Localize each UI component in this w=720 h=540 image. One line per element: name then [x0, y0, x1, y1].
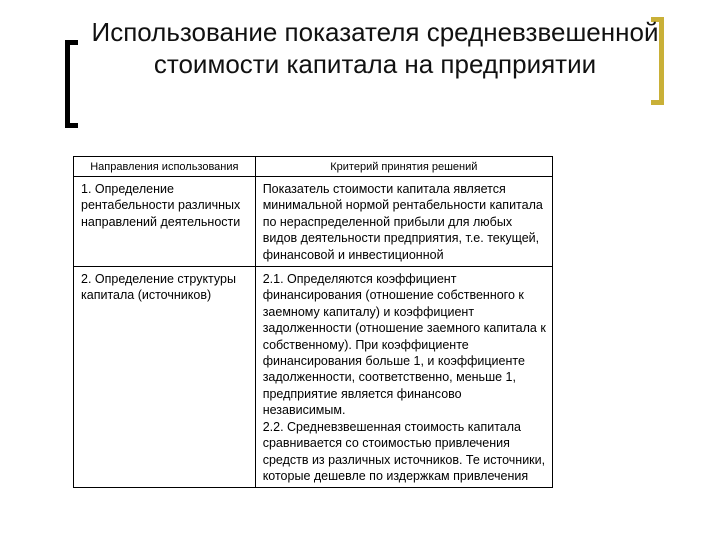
slide-title: Использование показателя средневзвешенной стоимости капитала на предприятии: [91, 17, 659, 79]
table-row: [74, 267, 553, 488]
row-1-direction: 1. Определение рентабельности различных направлений деятельности: [74, 177, 256, 267]
row-2-criterion-part-1: 2.1. Определяются коэффициент финансирования (отношение собственного к заемному капиталу) и коэффициент задолженности (отношение заемного капитала к собственному). При коэффициенте финансирования больше 1, и коэффициенте задолженности, соответственно, меньше 1, предприятие является финансово независимым.: [262, 272, 546, 418]
criteria-table: [73, 156, 553, 488]
header-criterion: Критерий принятия решений: [255, 157, 552, 177]
row-2-criterion-part-2: 2.2. Средневзвешенная стоимость капитала сравнивается со стоимостью привлечения средств из различных источников. Те источники, которые дешевле по издержкам привлечения: [262, 419, 546, 483]
table-row: [74, 177, 553, 267]
row-2-criterion: [255, 267, 552, 488]
header-directions: Направления использования: [74, 157, 256, 177]
left-bracket-decoration: [65, 40, 78, 128]
table-header-row: [74, 157, 553, 177]
row-1-criterion: Показатель стоимости капитала является минимальной нормой рентабельности капитала по нераспределенной прибыли для любых видов деятельности предприятия, т.е. текущей, финансовой и инвестиционной: [255, 177, 552, 267]
row-2-direction: 2. Определение структуры капитала (источников): [74, 267, 256, 488]
